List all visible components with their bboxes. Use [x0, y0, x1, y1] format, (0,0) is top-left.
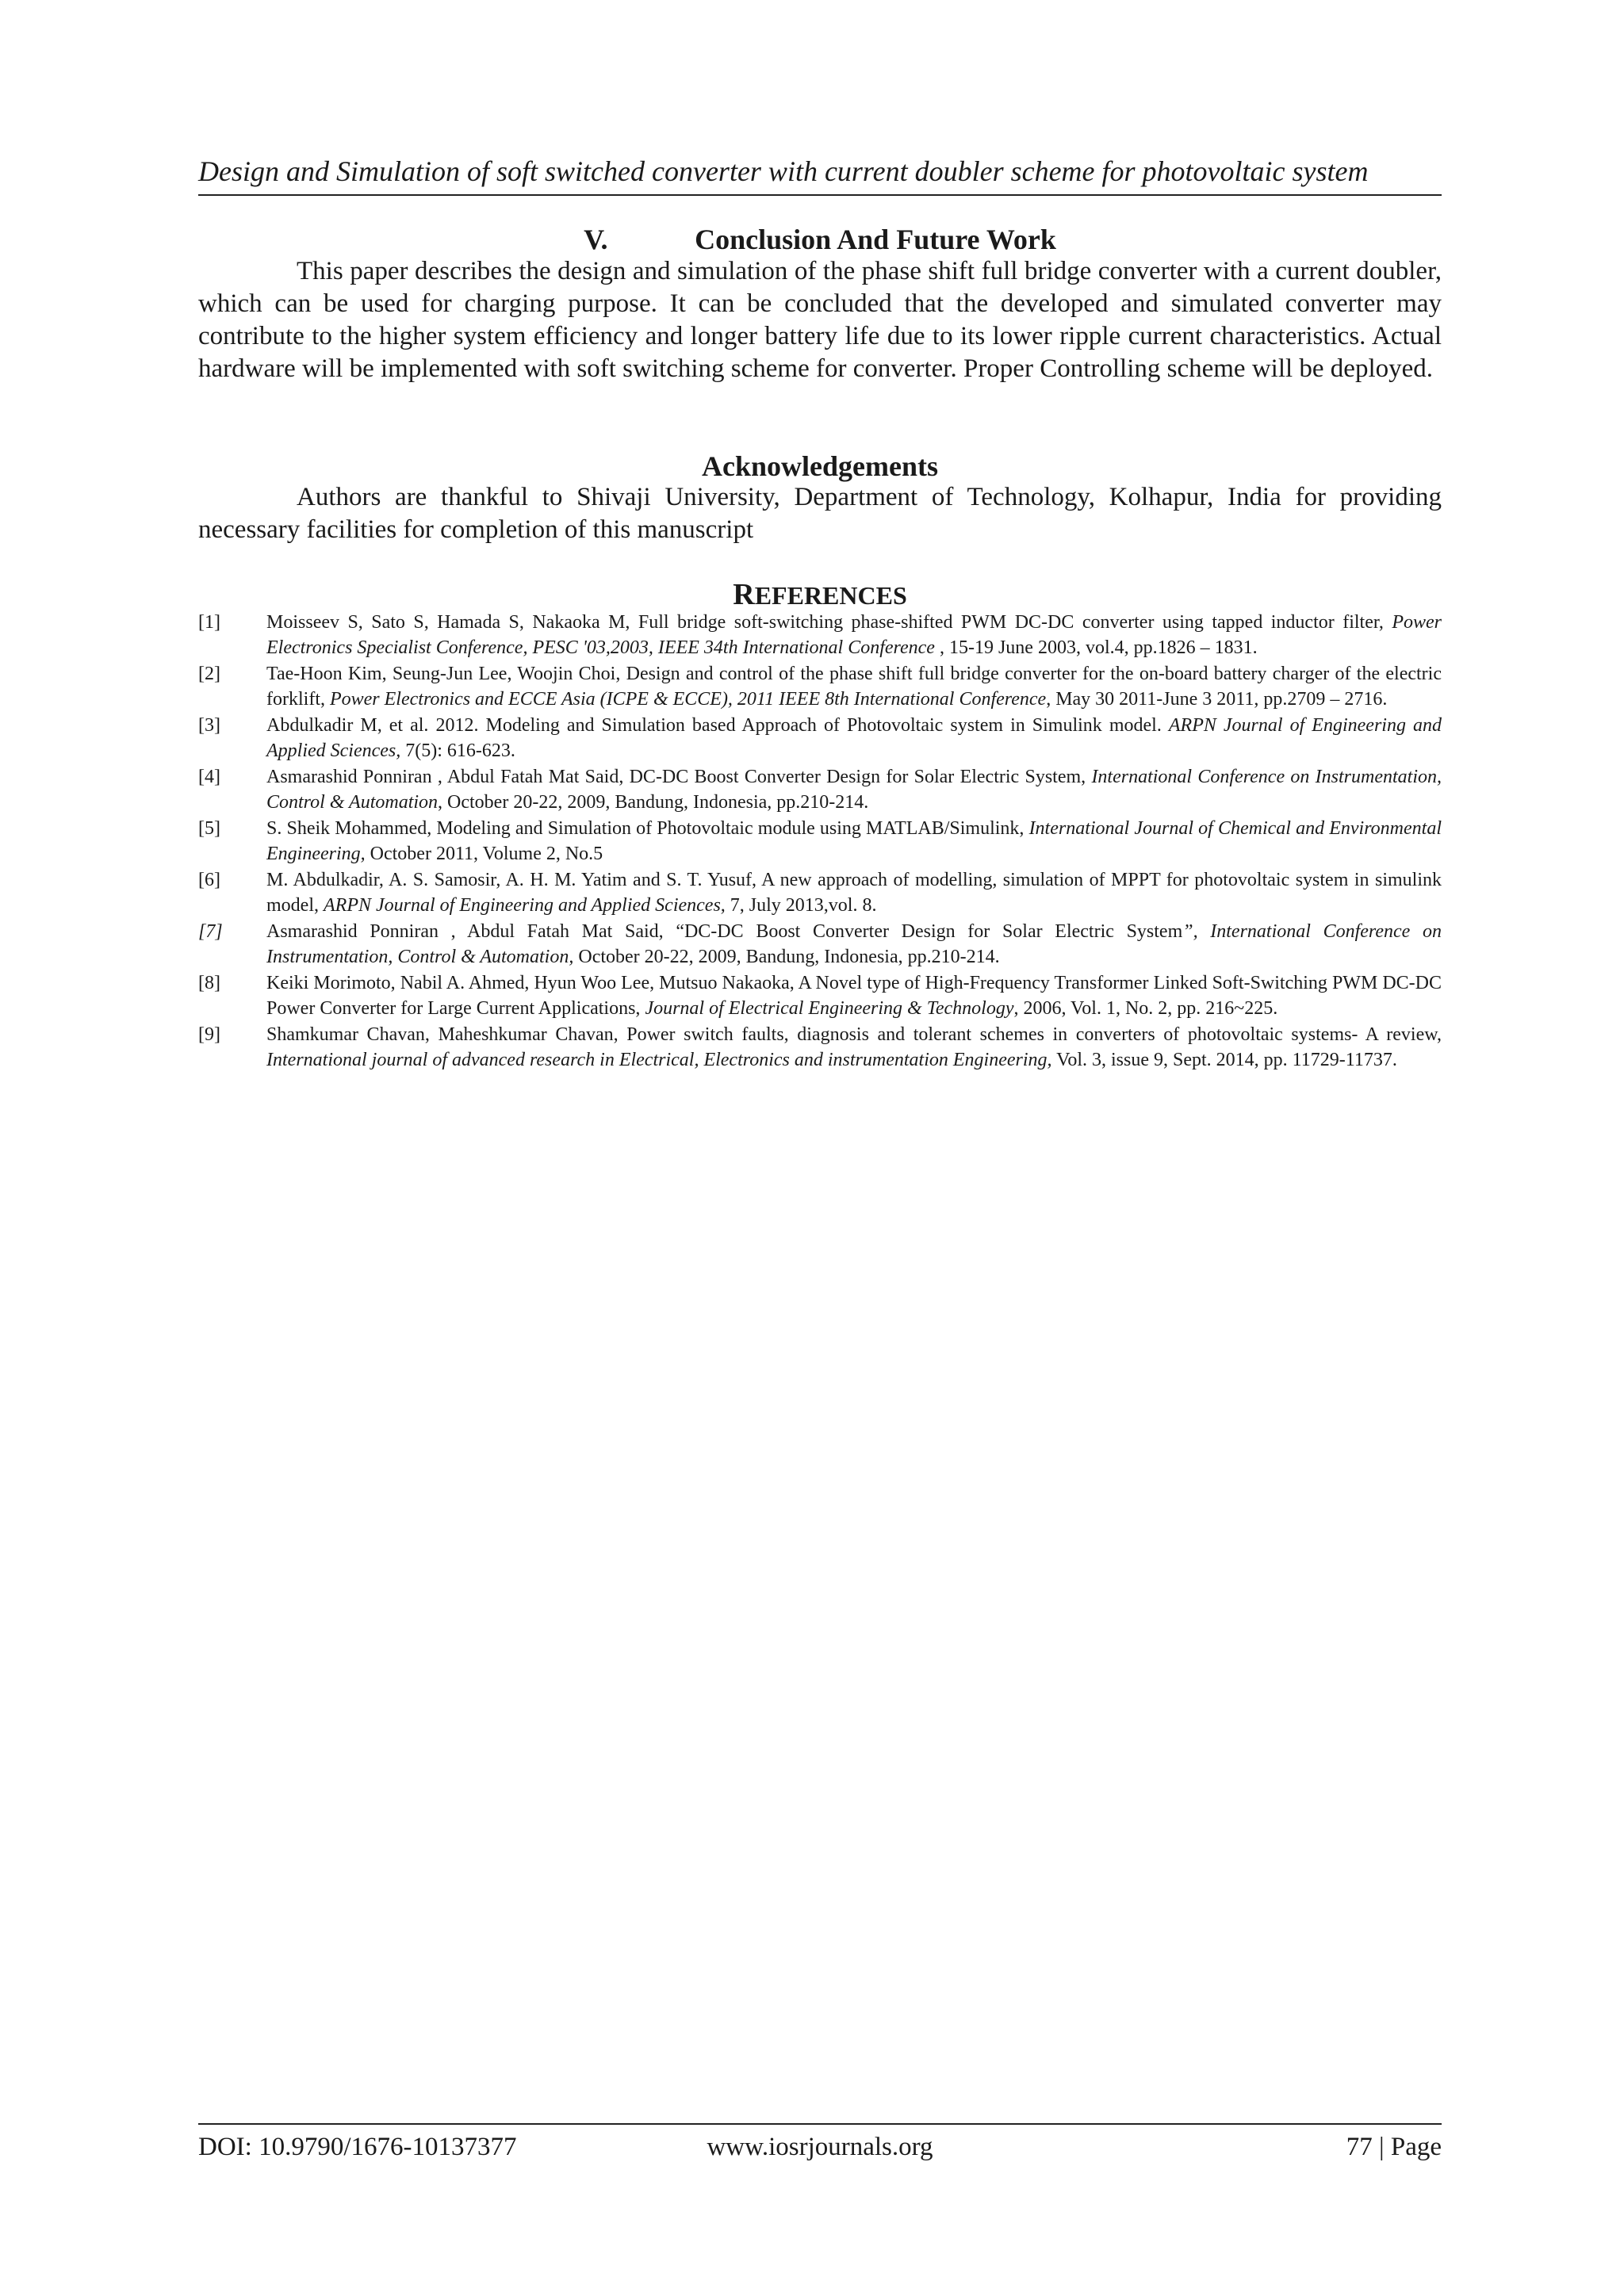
footer-rule — [198, 2123, 1442, 2125]
reference-item — [198, 662, 1442, 712]
reference-text: Keiki Morimoto, Nabil A. Ahmed, Hyun Woo Lee, Mutsuo Nakaoka, A Novel type of High-Frequency Transformer Linked Soft-Switching PWM DC-DC Power Converter for Large Current Applications, Journal of Electrical Engineering & Technology, 2006, Vol. 1, No. 2, pp. 216~225. — [266, 973, 1442, 1019]
references-heading-rest: EFERENCES — [754, 581, 907, 610]
reference-item — [198, 714, 1442, 763]
section-number: V. — [584, 224, 608, 255]
conclusion-text: This paper describes the design and simulation of the phase shift full bridge converter with a current doubler, which can be used for charging purpose. It can be concluded that the developed and simulated converter may contribute to the higher system efficiency and longer battery life due to its lower ripple current characteristics. Actual hardware will be implemented with soft switching scheme for converter. Proper Controlling scheme will be deployed. — [198, 257, 1442, 383]
reference-item — [198, 765, 1442, 815]
reference-text: Moisseev S, Sato S, Hamada S, Nakaoka M, Full bridge soft-switching phase-shifted PWM DC-DC converter using tapped inductor filter, Power Electronics Specialist Conference, PESC '03,2003, IEEE 34th International Conference , 15-19 June 2003, vol.4, pp.1826 – 1831. — [266, 612, 1442, 658]
reference-item — [198, 610, 1442, 660]
reference-text: Asmarashid Ponniran , Abdul Fatah Mat Said, “DC-DC Boost Converter Design for Solar Electric System”, International Conference on Instrumentation, Control & Automation, October 20-22, 2009, Bandung, Indonesia, pp.210-214. — [266, 921, 1442, 967]
reference-text: Abdulkadir M, et al. 2012. Modeling and Simulation based Approach of Photovoltaic system in Simulink model. ARPN Journal of Engineering and Applied Sciences, 7(5): 616-623. — [266, 715, 1442, 761]
acknowledgements-heading: Acknowledgements — [702, 450, 938, 482]
section-title: Conclusion And Future Work — [695, 224, 1056, 255]
reference-number: [8] — [198, 973, 220, 993]
reference-text: S. Sheik Mohammed, Modeling and Simulation of Photovoltaic module using MATLAB/Simulink, International Journal of Chemical and Environmental Engineering, October 2011, Volume 2, No.5 — [266, 818, 1442, 864]
references-heading — [198, 579, 1442, 611]
reference-text: M. Abdulkadir, A. S. Samosir, A. H. M. Yatim and S. T. Yusuf, A new approach of modelling, simulation of MPPT for photovoltaic system in simulink model, ARPN Journal of Engineering and Applied Sciences, 7, July 2013,vol. 8. — [266, 870, 1442, 916]
reference-list — [198, 610, 1442, 1074]
reference-text: Tae-Hoon Kim, Seung-Jun Lee, Woojin Choi, Design and control of the phase shift full bridge converter for the on-board battery charger of the electric forklift, Power Electronics and ECCE Asia (ICPE & ECCE), 2011 IEEE 8th International Conference, May 30 2011-June 3 2011, pp.2709 – 2716. — [266, 664, 1442, 710]
running-title: Design and Simulation of soft switched converter with current doubler scheme for photovoltaic system — [198, 155, 1369, 187]
footer-page-number: 77 | Page — [1346, 2133, 1442, 2161]
conclusion-paragraph — [198, 255, 1442, 385]
reference-number: [2] — [198, 664, 220, 684]
reference-item — [198, 920, 1442, 970]
reference-text: Asmarashid Ponniran , Abdul Fatah Mat Said, DC-DC Boost Converter Design for Solar Electric System, International Conference on Instrumentation, Control & Automation, October 20-22, 2009, Bandung, Indonesia, pp.210-214. — [266, 767, 1442, 813]
reference-item — [198, 971, 1442, 1021]
reference-item — [198, 1023, 1442, 1073]
reference-number: [6] — [198, 870, 220, 890]
references-heading-initial: R — [733, 578, 755, 611]
reference-item — [198, 817, 1442, 867]
section-heading — [198, 220, 1442, 258]
reference-text: Shamkumar Chavan, Maheshkumar Chavan, Power switch faults, diagnosis and tolerant schemes in converters of photovoltaic systems- A review, International journal of advanced research in Electrical, Electronics and instrumentation Engineering, Vol. 3, issue 9, Sept. 2014, pp. 11729-11737. — [266, 1024, 1442, 1070]
reference-number: [5] — [198, 818, 220, 839]
reference-number: [9] — [198, 1024, 220, 1045]
header-rule — [198, 194, 1442, 196]
footer-website[interactable]: www.iosrjournals.org — [707, 2133, 933, 2161]
footer-doi: DOI: 10.9790/1676-10137377 — [198, 2133, 517, 2161]
acknowledgements-paragraph — [198, 481, 1442, 546]
acknowledgements-text: Authors are thankful to Shivaji University, Department of Technology, Kolhapur, India for providing necessary facilities for completion of this manuscript — [198, 483, 1442, 544]
reference-number: [3] — [198, 715, 220, 736]
reference-number: [1] — [198, 612, 220, 633]
reference-item — [198, 868, 1442, 918]
reference-number: [7] — [198, 921, 223, 942]
reference-number: [4] — [198, 767, 220, 787]
